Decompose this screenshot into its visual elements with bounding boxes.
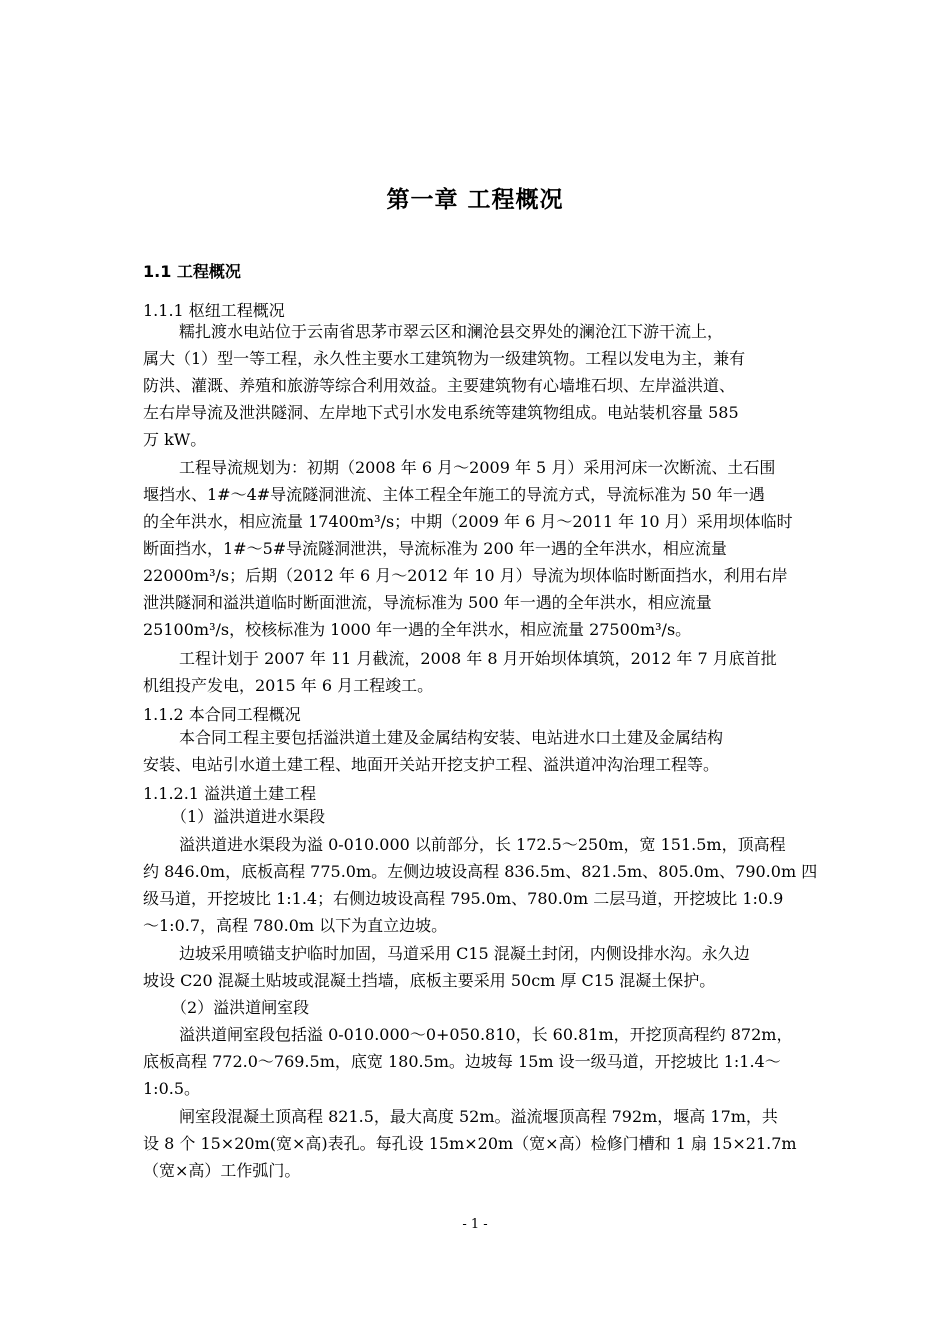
text-line: 的全年洪水，相应流量 17400m³/s；中期（2009 年 6 月～2011 年 10 月）采用坝体临时	[143, 512, 793, 531]
subheading-gate-chamber	[143, 994, 829, 1021]
section-heading-1-1-1: 1.1.1 枢纽工程概况	[143, 301, 285, 320]
text-line: 左右岸导流及泄洪隧洞、左岸地下式引水发电系统等建筑物组成。电站装机容量 585	[143, 403, 739, 422]
text-line: 糯扎渡水电站位于云南省思茅市翠云区和澜沧县交界处的澜沧江下游干流上，	[179, 322, 724, 341]
paragraph-schedule	[143, 645, 829, 699]
text-line: 坡设 C20 混凝土贴坡或混凝土挡墙，底板主要采用 50cm 厚 C15 混凝土保护。	[143, 971, 716, 990]
section-heading-1-1: 1.1 工程概况	[143, 262, 241, 281]
text-line: ～1:0.7，高程 780.0m 以下为直立边坡。	[143, 916, 448, 935]
text-line: （宽×高）工作弧门。	[143, 1161, 301, 1180]
text-line: 22000m³/s；后期（2012 年 6 月～2012 年 10 月）导流为坝体临时断面挡水，利用右岸	[143, 566, 788, 585]
paragraph-gate-concrete	[143, 1103, 829, 1184]
section-heading-1-1-2: 1.1.2 本合同工程概况	[143, 705, 301, 724]
text-line: 边坡采用喷锚支护临时加固，马道采用 C15 混凝土封闭，内侧设排水沟。永久边	[179, 944, 750, 963]
text-line: 工程导流规划为：初期（2008 年 6 月～2009 年 5 月）采用河床一次断流、土石围	[179, 458, 776, 477]
paragraph-diversion-plan	[143, 454, 829, 643]
text-line: 级马道，开挖坡比 1:1.4；右侧边坡设高程 795.0m、780.0m 二层马道，开挖坡比 1:0.9	[143, 889, 784, 908]
subheading-inlet-channel	[143, 803, 829, 830]
paragraph-inlet-channel	[143, 831, 829, 939]
text-line: 断面挡水，1#～5#导流隧洞泄洪，导流标准为 200 年一遇的全年洪水，相应流量	[143, 539, 727, 558]
page-number: - 1 -	[462, 1217, 488, 1232]
paragraph-overview	[143, 318, 829, 453]
text-line: 防洪、灌溉、养殖和旅游等综合利用效益。主要建筑物有心墙堆石坝、左岸溢洪道、	[143, 376, 736, 395]
text-line: 溢洪道进水渠段为溢 0-010.000 以前部分，长 172.5～250m，宽 151.5m，顶高程	[179, 835, 786, 854]
text-line: 闸室段混凝土顶高程 821.5，最大高度 52m。溢流堰顶高程 792m，堰高 17m，共	[179, 1107, 778, 1126]
text-line: （1）溢洪道进水渠段	[171, 807, 326, 826]
paragraph-contract-scope	[143, 724, 829, 778]
chapter-title: 第一章 工程概况	[386, 186, 564, 213]
text-line: 安装、电站引水道土建工程、地面开关站开挖支护工程、溢洪道冲沟治理工程等。	[143, 755, 720, 774]
text-line: 泄洪隧洞和溢洪道临时断面泄流，导流标准为 500 年一遇的全年洪水，相应流量	[143, 593, 712, 612]
text-line: 工程计划于 2007 年 11 月截流，2008 年 8 月开始坝体填筑，2012 年 7 月底首批	[179, 649, 777, 668]
section-heading-1-1-2-1: 1.1.2.1 溢洪道土建工程	[143, 784, 317, 803]
text-line: 机组投产发电，2015 年 6 月工程竣工。	[143, 676, 434, 695]
text-line: 约 846.0m，底板高程 775.0m。左侧边坡设高程 836.5m、821.5m、805.0m、790.0m 四	[143, 862, 818, 881]
text-line: 万 kW。	[143, 430, 207, 449]
text-line: 1:0.5。	[143, 1079, 201, 1098]
text-line: （2）溢洪道闸室段	[171, 998, 310, 1017]
text-line: 底板高程 772.0～769.5m，底宽 180.5m。边坡每 15m 设一级马道，开挖坡比 1:1.4～	[143, 1052, 781, 1071]
text-line: 属大（1）型一等工程，永久性主要水工建筑物为一级建筑物。工程以发电为主，兼有	[143, 349, 746, 368]
paragraph-gate-chamber	[143, 1021, 829, 1102]
paragraph-slope-support	[143, 940, 829, 994]
text-line: 溢洪道闸室段包括溢 0-010.000～0+050.810，长 60.81m，开挖顶高程约 872m，	[179, 1025, 793, 1044]
text-line: 25100m³/s，校核标准为 1000 年一遇的全年洪水，相应流量 27500m³/s。	[143, 620, 692, 639]
text-line: 本合同工程主要包括溢洪道土建及金属结构安装、电站进水口土建及金属结构	[179, 728, 724, 747]
text-line: 堰挡水、1#～4#导流隧洞泄流、主体工程全年施工的导流方式，导流标准为 50 年一遇	[143, 485, 765, 504]
text-line: 设 8 个 15×20m(宽×高)表孔。每孔设 15m×20m（宽×高）检修门槽和 1 扇 15×21.7m	[143, 1134, 797, 1153]
